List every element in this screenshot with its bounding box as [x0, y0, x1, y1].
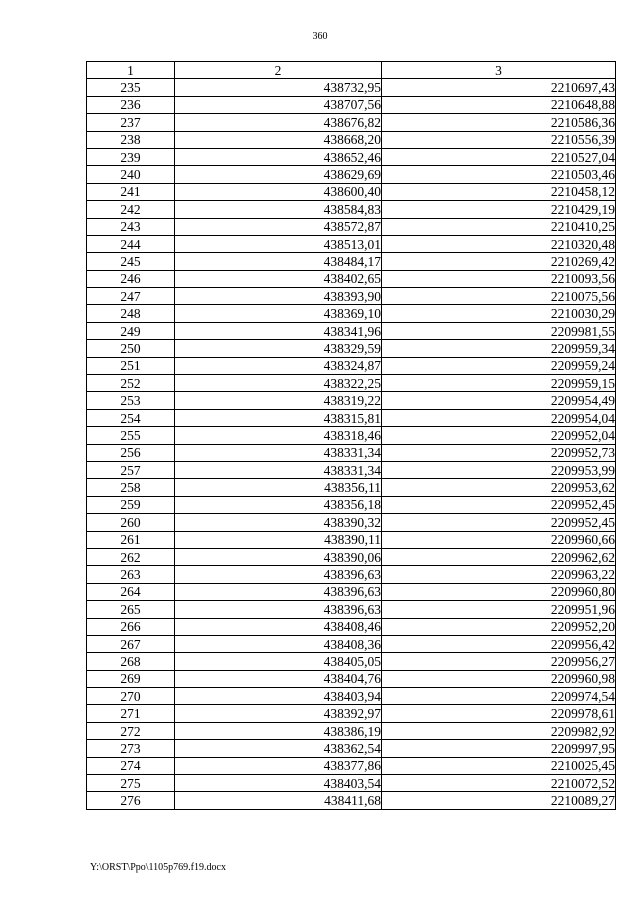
- point-number-cell: 236: [87, 96, 175, 113]
- table-row: [87, 392, 616, 409]
- table-row: [87, 218, 616, 235]
- table-row: [87, 79, 616, 96]
- y-coordinate-cell: 2209960,80: [382, 583, 616, 600]
- table-row: [87, 166, 616, 183]
- table-row: [87, 288, 616, 305]
- point-number-cell: 254: [87, 409, 175, 426]
- x-coordinate-cell: 438390,11: [175, 531, 382, 548]
- point-number-cell: 251: [87, 357, 175, 374]
- x-coordinate-cell: 438484,17: [175, 253, 382, 270]
- point-number-cell: 247: [87, 288, 175, 305]
- point-number-cell: 243: [87, 218, 175, 235]
- x-coordinate-cell: 438393,90: [175, 288, 382, 305]
- point-number-cell: 273: [87, 740, 175, 757]
- x-coordinate-cell: 438652,46: [175, 148, 382, 165]
- table-row: [87, 496, 616, 513]
- y-coordinate-cell: 2209951,96: [382, 601, 616, 618]
- column-header-1: 1: [87, 62, 175, 79]
- x-coordinate-cell: 438318,46: [175, 427, 382, 444]
- point-number-cell: 242: [87, 201, 175, 218]
- x-coordinate-cell: 438369,10: [175, 305, 382, 322]
- table-row: [87, 775, 616, 792]
- y-coordinate-cell: 2209997,95: [382, 740, 616, 757]
- point-number-cell: 235: [87, 79, 175, 96]
- x-coordinate-cell: 438392,97: [175, 705, 382, 722]
- point-number-cell: 264: [87, 583, 175, 600]
- y-coordinate-cell: 2210269,42: [382, 253, 616, 270]
- coordinates-table: [86, 61, 616, 810]
- x-coordinate-cell: 438396,63: [175, 566, 382, 583]
- y-coordinate-cell: 2210320,48: [382, 235, 616, 252]
- x-coordinate-cell: 438396,63: [175, 601, 382, 618]
- y-coordinate-cell: 2209960,98: [382, 670, 616, 687]
- y-coordinate-cell: 2210429,19: [382, 201, 616, 218]
- y-coordinate-cell: 2209959,34: [382, 340, 616, 357]
- y-coordinate-cell: 2210556,39: [382, 131, 616, 148]
- table-row: [87, 583, 616, 600]
- y-coordinate-cell: 2210072,52: [382, 775, 616, 792]
- table-row: [87, 670, 616, 687]
- table-row: [87, 270, 616, 287]
- y-coordinate-cell: 2209952,20: [382, 618, 616, 635]
- page-number: 360: [312, 31, 328, 42]
- table-header-row: [87, 62, 616, 79]
- x-coordinate-cell: 438668,20: [175, 131, 382, 148]
- column-header-2: 2: [175, 62, 382, 79]
- y-coordinate-cell: 2209962,62: [382, 548, 616, 565]
- table-row: [87, 235, 616, 252]
- table-row: [87, 705, 616, 722]
- table-row: [87, 322, 616, 339]
- table-row: [87, 479, 616, 496]
- table-row: [87, 635, 616, 652]
- point-number-cell: 268: [87, 653, 175, 670]
- point-number-cell: 262: [87, 548, 175, 565]
- y-coordinate-cell: 2210089,27: [382, 792, 616, 809]
- x-coordinate-cell: 438408,36: [175, 635, 382, 652]
- x-coordinate-cell: 438403,94: [175, 688, 382, 705]
- x-coordinate-cell: 438600,40: [175, 183, 382, 200]
- table-row: [87, 148, 616, 165]
- point-number-cell: 253: [87, 392, 175, 409]
- table-row: [87, 618, 616, 635]
- x-coordinate-cell: 438377,86: [175, 757, 382, 774]
- table-row: [87, 114, 616, 131]
- point-number-cell: 265: [87, 601, 175, 618]
- table-row: [87, 601, 616, 618]
- y-coordinate-cell: 2209952,45: [382, 514, 616, 531]
- point-number-cell: 255: [87, 427, 175, 444]
- x-coordinate-cell: 438331,34: [175, 444, 382, 461]
- y-coordinate-cell: 2210586,36: [382, 114, 616, 131]
- point-number-cell: 250: [87, 340, 175, 357]
- x-coordinate-cell: 438403,54: [175, 775, 382, 792]
- point-number-cell: 259: [87, 496, 175, 513]
- y-coordinate-cell: 2209952,45: [382, 496, 616, 513]
- point-number-cell: 248: [87, 305, 175, 322]
- y-coordinate-cell: 2209954,49: [382, 392, 616, 409]
- x-coordinate-cell: 438411,68: [175, 792, 382, 809]
- table-row: [87, 740, 616, 757]
- table-row: [87, 444, 616, 461]
- x-coordinate-cell: 438629,69: [175, 166, 382, 183]
- y-coordinate-cell: 2209982,92: [382, 722, 616, 739]
- y-coordinate-cell: 2210093,56: [382, 270, 616, 287]
- table-row: [87, 566, 616, 583]
- point-number-cell: 276: [87, 792, 175, 809]
- point-number-cell: 246: [87, 270, 175, 287]
- point-number-cell: 272: [87, 722, 175, 739]
- point-number-cell: 260: [87, 514, 175, 531]
- table-row: [87, 722, 616, 739]
- y-coordinate-cell: 2209956,27: [382, 653, 616, 670]
- point-number-cell: 267: [87, 635, 175, 652]
- y-coordinate-cell: 2210410,25: [382, 218, 616, 235]
- x-coordinate-cell: 438362,54: [175, 740, 382, 757]
- y-coordinate-cell: 2210030,29: [382, 305, 616, 322]
- x-coordinate-cell: 438396,63: [175, 583, 382, 600]
- x-coordinate-cell: 438324,87: [175, 357, 382, 374]
- table-row: [87, 653, 616, 670]
- x-coordinate-cell: 438329,59: [175, 340, 382, 357]
- x-coordinate-cell: 438386,19: [175, 722, 382, 739]
- y-coordinate-cell: 2209953,62: [382, 479, 616, 496]
- point-number-cell: 241: [87, 183, 175, 200]
- x-coordinate-cell: 438331,34: [175, 461, 382, 478]
- point-number-cell: 275: [87, 775, 175, 792]
- x-coordinate-cell: 438404,76: [175, 670, 382, 687]
- table-body: [87, 79, 616, 809]
- y-coordinate-cell: 2209954,04: [382, 409, 616, 426]
- table-row: [87, 340, 616, 357]
- x-coordinate-cell: 438676,82: [175, 114, 382, 131]
- y-coordinate-cell: 2209978,61: [382, 705, 616, 722]
- table-row: [87, 757, 616, 774]
- table-row: [87, 531, 616, 548]
- point-number-cell: 237: [87, 114, 175, 131]
- y-coordinate-cell: 2210025,45: [382, 757, 616, 774]
- x-coordinate-cell: 438402,65: [175, 270, 382, 287]
- table-row: [87, 183, 616, 200]
- table-row: [87, 131, 616, 148]
- y-coordinate-cell: 2210648,88: [382, 96, 616, 113]
- x-coordinate-cell: 438319,22: [175, 392, 382, 409]
- x-coordinate-cell: 438315,81: [175, 409, 382, 426]
- point-number-cell: 274: [87, 757, 175, 774]
- point-number-cell: 258: [87, 479, 175, 496]
- x-coordinate-cell: 438584,83: [175, 201, 382, 218]
- table-row: [87, 548, 616, 565]
- x-coordinate-cell: 438356,11: [175, 479, 382, 496]
- x-coordinate-cell: 438513,01: [175, 235, 382, 252]
- table-row: [87, 96, 616, 113]
- y-coordinate-cell: 2210075,56: [382, 288, 616, 305]
- x-coordinate-cell: 438390,06: [175, 548, 382, 565]
- x-coordinate-cell: 438405,05: [175, 653, 382, 670]
- table-row: [87, 357, 616, 374]
- point-number-cell: 245: [87, 253, 175, 270]
- y-coordinate-cell: 2209956,42: [382, 635, 616, 652]
- point-number-cell: 249: [87, 322, 175, 339]
- table-row: [87, 792, 616, 809]
- x-coordinate-cell: 438322,25: [175, 375, 382, 392]
- table-row: [87, 305, 616, 322]
- point-number-cell: 240: [87, 166, 175, 183]
- x-coordinate-cell: 438408,46: [175, 618, 382, 635]
- table-row: [87, 375, 616, 392]
- point-number-cell: 257: [87, 461, 175, 478]
- y-coordinate-cell: 2209953,99: [382, 461, 616, 478]
- point-number-cell: 238: [87, 131, 175, 148]
- table-row: [87, 461, 616, 478]
- footer-file-path: Y:\ORST\Ppo\1105p769.f19.docx: [90, 862, 226, 873]
- point-number-cell: 256: [87, 444, 175, 461]
- y-coordinate-cell: 2209952,73: [382, 444, 616, 461]
- y-coordinate-cell: 2210503,46: [382, 166, 616, 183]
- y-coordinate-cell: 2210458,12: [382, 183, 616, 200]
- x-coordinate-cell: 438732,95: [175, 79, 382, 96]
- y-coordinate-cell: 2209963,22: [382, 566, 616, 583]
- point-number-cell: 271: [87, 705, 175, 722]
- table-row: [87, 688, 616, 705]
- x-coordinate-cell: 438341,96: [175, 322, 382, 339]
- point-number-cell: 239: [87, 148, 175, 165]
- point-number-cell: 252: [87, 375, 175, 392]
- y-coordinate-cell: 2209960,66: [382, 531, 616, 548]
- column-header-3: 3: [382, 62, 616, 79]
- x-coordinate-cell: 438572,87: [175, 218, 382, 235]
- point-number-cell: 261: [87, 531, 175, 548]
- table-row: [87, 514, 616, 531]
- y-coordinate-cell: 2209974,54: [382, 688, 616, 705]
- y-coordinate-cell: 2210527,04: [382, 148, 616, 165]
- point-number-cell: 263: [87, 566, 175, 583]
- table-row: [87, 201, 616, 218]
- point-number-cell: 269: [87, 670, 175, 687]
- point-number-cell: 244: [87, 235, 175, 252]
- y-coordinate-cell: 2209981,55: [382, 322, 616, 339]
- y-coordinate-cell: 2209959,15: [382, 375, 616, 392]
- y-coordinate-cell: 2209952,04: [382, 427, 616, 444]
- table-row: [87, 427, 616, 444]
- y-coordinate-cell: 2210697,43: [382, 79, 616, 96]
- x-coordinate-cell: 438707,56: [175, 96, 382, 113]
- table-row: [87, 409, 616, 426]
- point-number-cell: 266: [87, 618, 175, 635]
- table-row: [87, 253, 616, 270]
- x-coordinate-cell: 438356,18: [175, 496, 382, 513]
- point-number-cell: 270: [87, 688, 175, 705]
- y-coordinate-cell: 2209959,24: [382, 357, 616, 374]
- x-coordinate-cell: 438390,32: [175, 514, 382, 531]
